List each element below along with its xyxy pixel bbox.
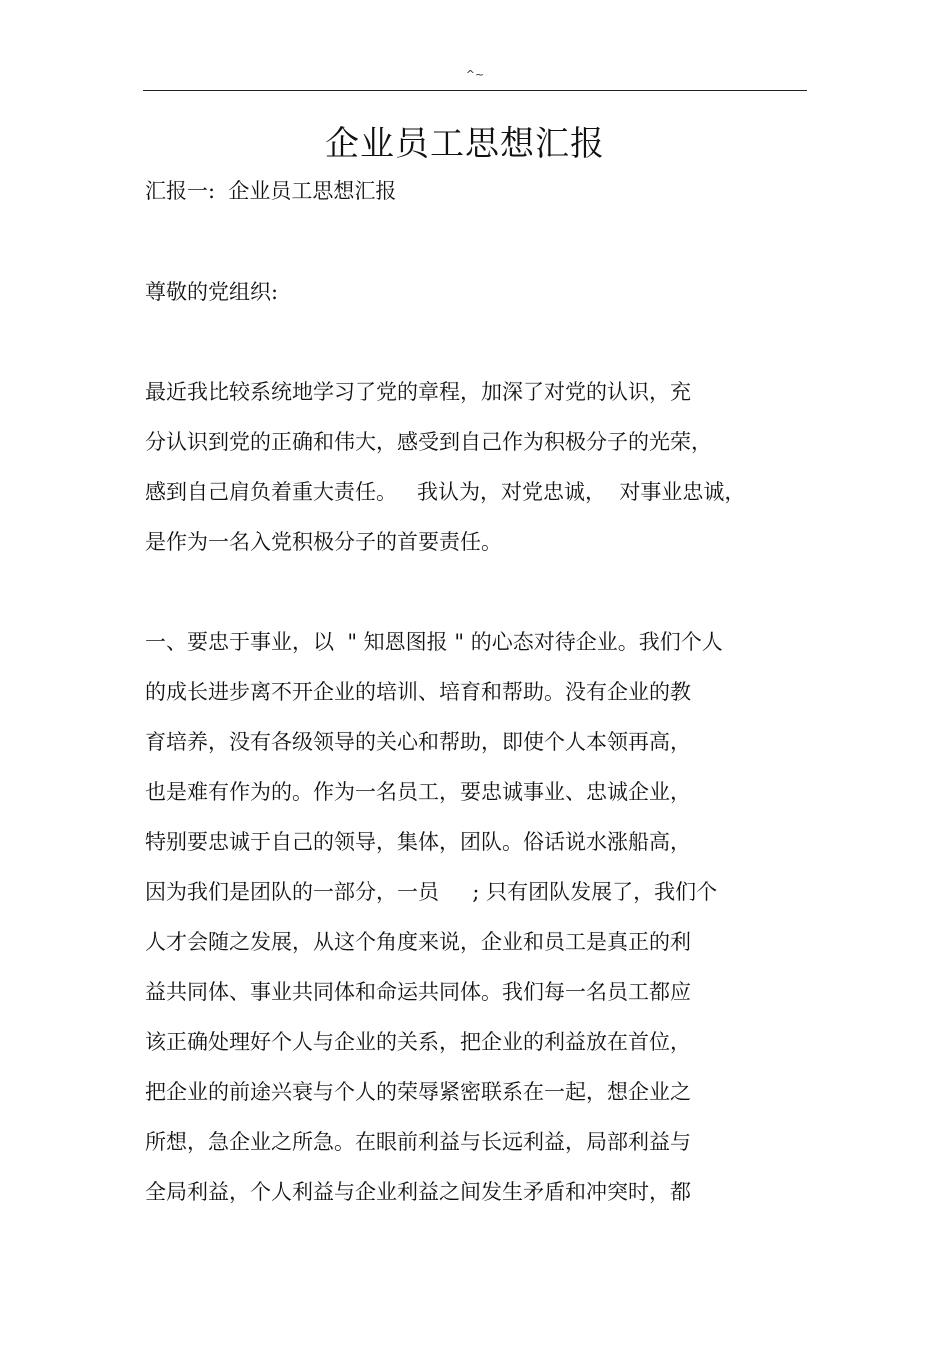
para2-line: 特别要忠诚于自己的领导，集体，团队。俗话说水涨船高， xyxy=(145,830,691,854)
para2-line: 也是难有作为的。作为一名员工，要忠诚事业、忠诚企业， xyxy=(145,780,691,804)
para1-line: 分认识到党的正确和伟大，感受到自己作为积极分子的光荣， xyxy=(145,430,712,454)
para1-line: 最近我比较系统地学习了党的章程，加深了对党的认识，充 xyxy=(145,380,691,404)
para2-line: 人才会随之发展，从这个角度来说，企业和员工是真正的利 xyxy=(145,930,691,954)
header-mark: ^~ xyxy=(465,68,485,81)
salutation: 尊敬的党组织: xyxy=(145,280,279,304)
para2-line: 的成长进步离不开企业的培训、培育和帮助。没有企业的教 xyxy=(145,680,691,704)
document-title: 企业员工思想汇报 xyxy=(325,124,605,164)
para2-line: 益共同体、事业共同体和命运共同体。我们每一名员工都应 xyxy=(145,980,691,1004)
para2-line: 所想，急企业之所急。在眼前利益与长远利益，局部利益与 xyxy=(145,1130,691,1154)
para2-line: 全局利益，个人利益与企业利益之间发生矛盾和冲突时，都 xyxy=(145,1180,691,1204)
para2-line: 一、要忠于事业，以 " 知恩图报 " 的心态对待企业。我们个人 xyxy=(145,630,723,654)
header-divider xyxy=(143,90,807,91)
para2-line: 因为我们是团队的一部分，一员 ; 只有团队发展了，我们个 xyxy=(145,880,718,904)
para1-line: 感到自己肩负着重大责任。 我认为，对党忠诚， 对事业忠诚， xyxy=(145,480,746,504)
para2-line: 该正确处理好个人与企业的关系，把企业的利益放在首位， xyxy=(145,1030,691,1054)
para1-line: 是作为一名入党积极分子的首要责任。 xyxy=(145,530,502,554)
subtitle: 汇报一: 企业员工思想汇报 xyxy=(145,179,397,203)
para2-line: 育培养，没有各级领导的关心和帮助，即使个人本领再高， xyxy=(145,730,691,754)
para2-line: 把企业的前途兴衰与个人的荣辱紧密联系在一起，想企业之 xyxy=(145,1080,691,1104)
